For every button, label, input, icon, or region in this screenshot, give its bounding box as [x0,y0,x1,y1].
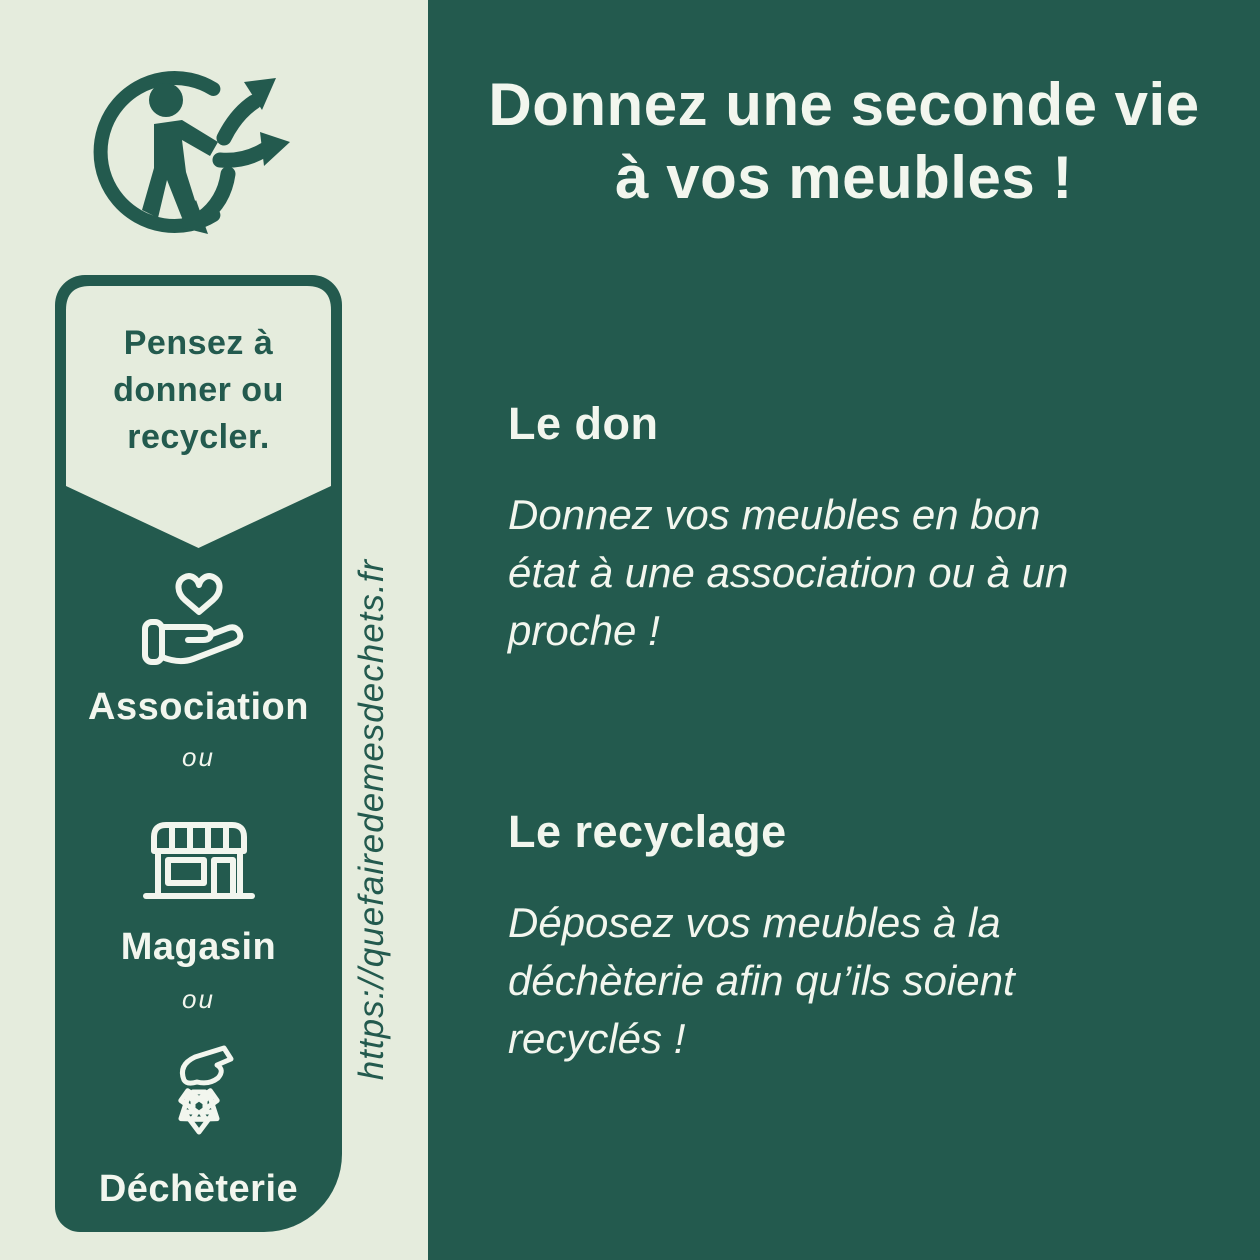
heart-hand-icon [133,560,265,676]
pennant-line-2: donner ou [113,371,284,409]
page-title [428,0,1260,214]
page-title-line-1: Donnez une seconde vie [488,71,1200,138]
website-url-text: https://quefairedemesdechets.fr [352,559,391,1081]
pennant-line-3: recycler. [127,418,270,456]
option-decheterie-label: Déchèterie [98,1168,299,1210]
separator-ou-2: ou [182,984,215,1014]
section-le-recyclage [508,806,1148,1068]
section-recyclage-body: Déposez vos meubles à la déchèterie afin qu’ils soient recyclés ! [508,899,1015,1062]
option-magasin-label: Magasin [120,926,277,968]
section-le-don [508,398,1148,660]
options-list [55,560,342,1212]
section-recyclage-heading: Le recyclage [508,806,787,857]
pennant-text [66,286,331,548]
right-column [428,0,1260,1260]
donate-recycle-panel [55,275,342,1232]
triman-recycling-logo-icon [92,48,312,256]
section-don-heading: Le don [508,398,659,449]
sorting-arrows-icon [138,1040,260,1154]
pennant-line-1: Pensez à [123,324,274,362]
page-title-line-2: à vos meubles ! [615,144,1073,212]
left-column [0,0,428,1260]
pennant-banner [66,286,331,548]
website-url [340,505,404,1135]
separator-ou: ou [182,742,215,772]
option-association-label: Association [88,686,309,728]
storefront-icon [133,810,265,912]
section-don-body: Donnez vos meubles en bon état à une association ou à un proche ! [508,491,1069,654]
